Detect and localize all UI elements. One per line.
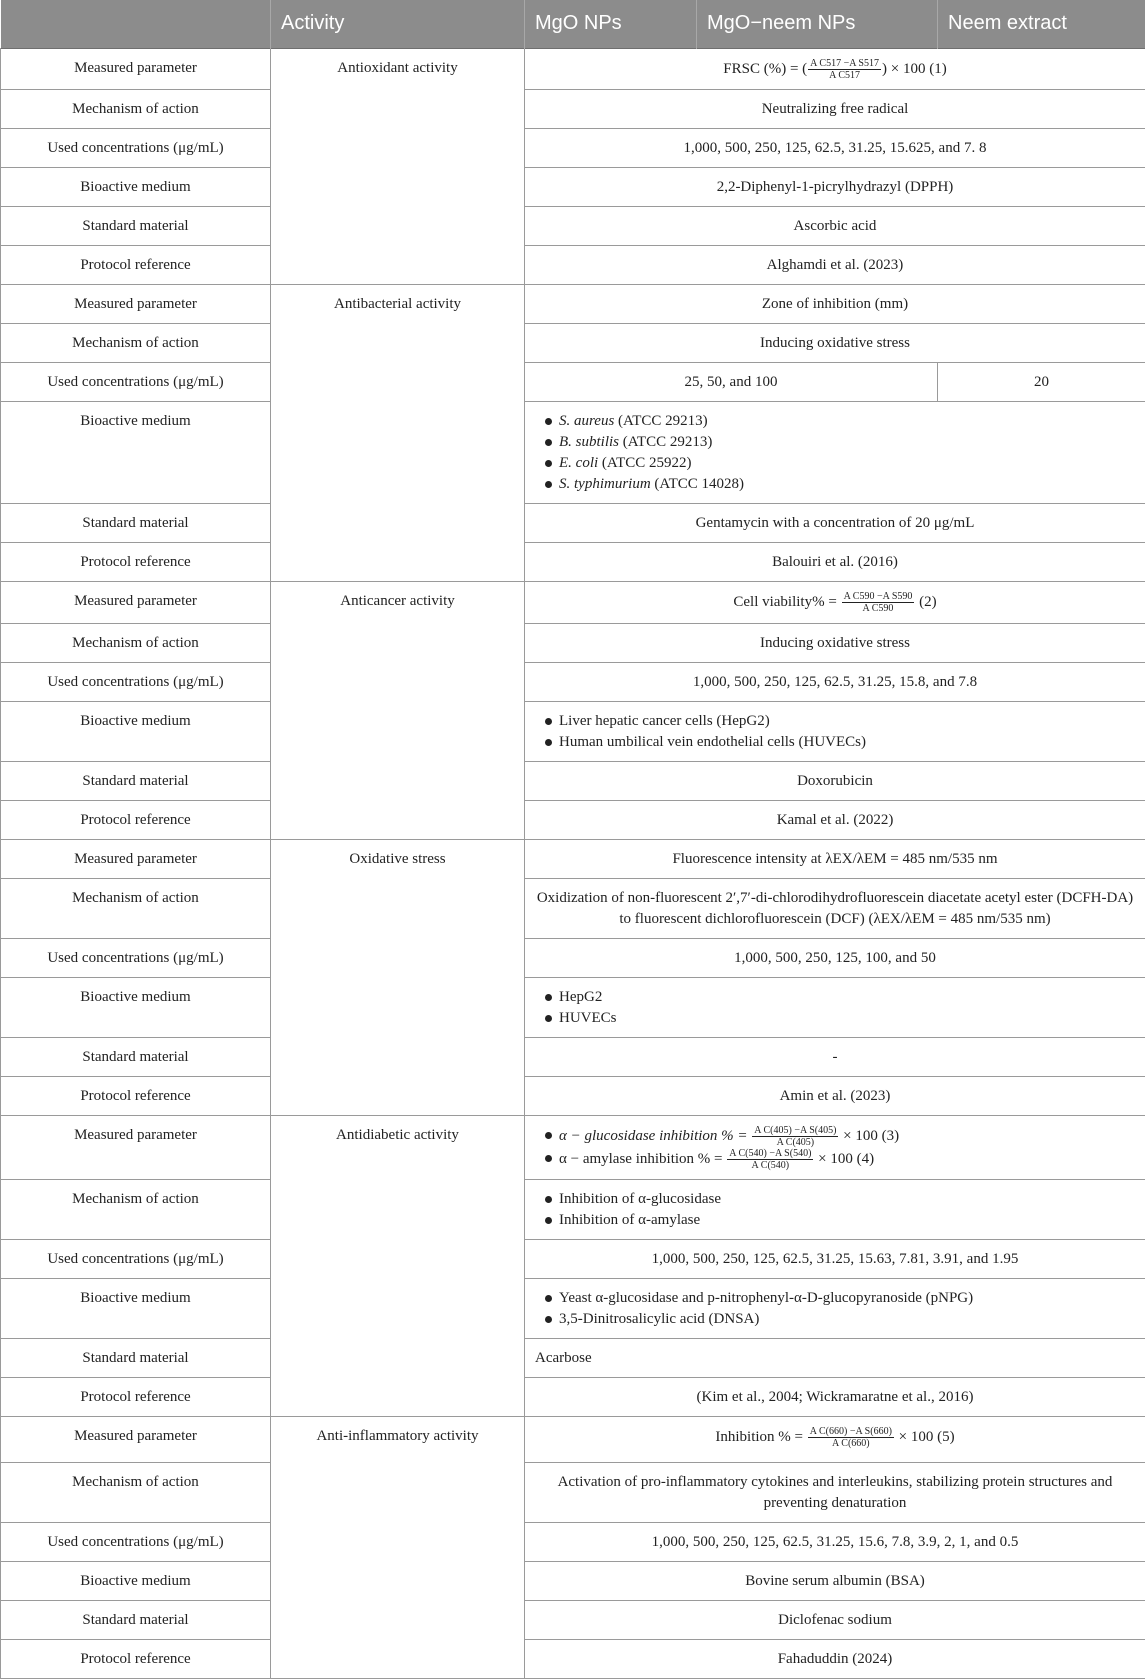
table-row	[1, 542, 1145, 581]
row-label: Used concentrations (μg/mL)	[1, 1239, 271, 1278]
standard-value: Diclofenac sodium	[525, 1600, 1145, 1639]
row-label: Protocol reference	[1, 800, 271, 839]
row-label: Bioactive medium	[1, 701, 271, 761]
row-label: Protocol reference	[1, 1639, 271, 1678]
header-mgo-nps: MgO NPs	[525, 0, 697, 48]
medium-value: Bovine serum albumin (BSA)	[525, 1561, 1145, 1600]
row-label: Standard material	[1, 503, 271, 542]
table-row	[1, 1076, 1145, 1115]
formula-fraction: $\frac{\text{A C(540) −A S(540)}}{\text{A C(540)}}$	[727, 1148, 813, 1171]
table-row	[1, 128, 1145, 167]
table-row	[1, 761, 1145, 800]
table-row	[1, 1600, 1145, 1639]
table-row	[1, 89, 1145, 128]
table-row	[1, 662, 1145, 701]
row-label: Protocol reference	[1, 1076, 271, 1115]
row-label: Bioactive medium	[1, 401, 271, 503]
row-label: Bioactive medium	[1, 1278, 271, 1338]
activity-name: Oxidative stress	[271, 839, 525, 1115]
row-label: Measured parameter	[1, 1416, 271, 1462]
cell-line-list	[535, 987, 1135, 1029]
measured-parameter-value: Inhibition % = $\frac{\text{A C(660) −A S(660)}}{\text{A C(660)}}$ × 100 (5)	[525, 1416, 1145, 1462]
table-row	[1, 1338, 1145, 1377]
table-row	[1, 323, 1145, 362]
concentrations-value: 1,000, 500, 250, 125, 62.5, 31.25, 15.625, and 7. 8	[525, 128, 1145, 167]
table-row	[1, 1239, 1145, 1278]
formula-fraction: $\frac{\text{A C590 −A S590}}{\text{A C590}}$	[842, 591, 915, 614]
medium-value	[525, 1278, 1145, 1338]
row-label: Standard material	[1, 1037, 271, 1076]
row-label: Used concentrations (μg/mL)	[1, 938, 271, 977]
medium-list	[535, 1288, 1135, 1330]
table-row	[1, 362, 1145, 401]
protocol-value: Balouiri et al. (2016)	[525, 542, 1145, 581]
row-label: Standard material	[1, 1600, 271, 1639]
table-row	[1, 1639, 1145, 1678]
mechanism-value: Activation of pro-inflammatory cytokines and interleukins, stabilizing protein structures and preventing denaturation	[525, 1462, 1145, 1522]
row-label: Bioactive medium	[1, 977, 271, 1037]
table-row	[1, 623, 1145, 662]
list-item: 3,5-Dinitrosalicylic acid (DNSA)	[535, 1309, 1135, 1330]
row-label: Protocol reference	[1, 1377, 271, 1416]
medium-value: 2,2-Diphenyl-1-picrylhydrazyl (DPPH)	[525, 167, 1145, 206]
table-row	[1, 800, 1145, 839]
table-row	[1, 167, 1145, 206]
activity-name: Antidiabetic activity	[271, 1115, 525, 1416]
table-row	[1, 284, 1145, 323]
activity-name: Anti-inflammatory activity	[271, 1416, 525, 1678]
cell-line-list	[535, 711, 1135, 753]
row-label: Protocol reference	[1, 245, 271, 284]
row-label: Protocol reference	[1, 542, 271, 581]
list-item: HUVECs	[535, 1008, 1135, 1029]
row-label: Mechanism of action	[1, 623, 271, 662]
measured-parameter-value	[525, 1115, 1145, 1179]
measured-parameter-value: FRSC (%) = ( $\frac{\text{A C517 −A S517}}{\text{A C517}}$ ) × 100 (1)	[525, 48, 1145, 89]
table-row	[1, 1522, 1145, 1561]
table-row	[1, 1037, 1145, 1076]
row-label: Used concentrations (μg/mL)	[1, 1522, 271, 1561]
concentrations-nps-value: 25, 50, and 100	[525, 362, 938, 401]
table-row	[1, 701, 1145, 761]
list-item: S. typhimurium (ATCC 14028)	[535, 474, 1135, 495]
table-row	[1, 1115, 1145, 1179]
table-row	[1, 1278, 1145, 1338]
row-label: Mechanism of action	[1, 89, 271, 128]
mechanism-value: Oxidization of non-fluorescent 2′,7′-di-chlorodihydrofluorescein diacetate acetyl ester (DCFH-DA) to fluorescent dichlorofluorescein (DCF) (λEX/λEM = 485 nm/535 nm)	[525, 878, 1145, 938]
standard-value: Gentamycin with a concentration of 20 μg/mL	[525, 503, 1145, 542]
row-label: Measured parameter	[1, 839, 271, 878]
mechanism-value	[525, 1179, 1145, 1239]
row-label: Standard material	[1, 761, 271, 800]
concentrations-value: 1,000, 500, 250, 125, 62.5, 31.25, 15.8, and 7.8	[525, 662, 1145, 701]
activity-name: Antibacterial activity	[271, 284, 525, 581]
row-label: Measured parameter	[1, 284, 271, 323]
list-item: Yeast α-glucosidase and p-nitrophenyl-α-D-glucopyranoside (pNPG)	[535, 1288, 1135, 1309]
table-row	[1, 878, 1145, 938]
standard-value: -	[525, 1037, 1145, 1076]
list-item: B. subtilis (ATCC 29213)	[535, 432, 1135, 453]
formula-fraction: $\frac{\text{A C517 −A S517}}{\text{A C517}}$	[808, 58, 881, 81]
activity-name: Antioxidant activity	[271, 48, 525, 284]
table-row	[1, 206, 1145, 245]
protocol-value: Alghamdi et al. (2023)	[525, 245, 1145, 284]
list-item: α − amylase inhibition % = $\frac{\text{A C(540) −A S(540)}}{\text{A C(540)}}$ × 100 (4)	[535, 1148, 1135, 1171]
header-activity: Activity	[271, 0, 525, 48]
list-item: α − glucosidase inhibition % = $\frac{\text{A C(405) −A S(405)}}{\text{A C(405)}}$ × 100 (3)	[535, 1125, 1135, 1148]
activity-name: Anticancer activity	[271, 581, 525, 839]
bacteria-list	[535, 411, 1135, 495]
list-item: Inhibition of α-glucosidase	[535, 1189, 1135, 1210]
row-label: Measured parameter	[1, 48, 271, 89]
list-item: HepG2	[535, 987, 1135, 1008]
protocol-value: (Kim et al., 2004; Wickramaratne et al., 2016)	[525, 1377, 1145, 1416]
standard-value: Doxorubicin	[525, 761, 1145, 800]
row-label: Bioactive medium	[1, 1561, 271, 1600]
mechanism-value: Inducing oxidative stress	[525, 323, 1145, 362]
row-label: Mechanism of action	[1, 1462, 271, 1522]
medium-value	[525, 401, 1145, 503]
table-row	[1, 503, 1145, 542]
table-row	[1, 48, 1145, 89]
formula-fraction: $\frac{\text{A C(660) −A S(660)}}{\text{A C(660)}}$	[808, 1426, 894, 1449]
row-label: Measured parameter	[1, 581, 271, 623]
mechanism-value: Inducing oxidative stress	[525, 623, 1145, 662]
row-label: Mechanism of action	[1, 1179, 271, 1239]
list-item: Liver hepatic cancer cells (HepG2)	[535, 711, 1135, 732]
list-item: Inhibition of α-amylase	[535, 1210, 1135, 1231]
medium-value	[525, 701, 1145, 761]
table-header-row	[1, 0, 1145, 48]
measured-parameter-value: Cell viability% = $\frac{\text{A C590 −A S590}}{\text{A C590}}$ (2)	[525, 581, 1145, 623]
header-mgo-neem-nps: MgO−neem NPs	[697, 0, 938, 48]
concentrations-extract-value: 20	[938, 362, 1145, 401]
row-label: Used concentrations (μg/mL)	[1, 362, 271, 401]
standard-value: Ascorbic acid	[525, 206, 1145, 245]
table-row	[1, 938, 1145, 977]
concentrations-value: 1,000, 500, 250, 125, 62.5, 31.25, 15.6, 7.8, 3.9, 2, 1, and 0.5	[525, 1522, 1145, 1561]
row-label: Mechanism of action	[1, 878, 271, 938]
table-row	[1, 1179, 1145, 1239]
formula-fraction: $\frac{\text{A C(405) −A S(405)}}{\text{A C(405)}}$	[752, 1125, 838, 1148]
table-row	[1, 245, 1145, 284]
list-item: E. coli (ATCC 25922)	[535, 453, 1135, 474]
table-row	[1, 401, 1145, 503]
list-item: S. aureus (ATCC 29213)	[535, 411, 1135, 432]
row-label: Mechanism of action	[1, 323, 271, 362]
mechanism-list	[535, 1189, 1135, 1231]
row-label: Standard material	[1, 1338, 271, 1377]
table-row	[1, 977, 1145, 1037]
table-row	[1, 581, 1145, 623]
concentrations-value: 1,000, 500, 250, 125, 100, and 50	[525, 938, 1145, 977]
table-row	[1, 839, 1145, 878]
table-row	[1, 1377, 1145, 1416]
protocol-value: Fahaduddin (2024)	[525, 1639, 1145, 1678]
header-neem-extract: Neem extract	[938, 0, 1145, 48]
table-row	[1, 1561, 1145, 1600]
row-label: Standard material	[1, 206, 271, 245]
table-row	[1, 1416, 1145, 1462]
row-label: Used concentrations (μg/mL)	[1, 662, 271, 701]
protocol-value: Kamal et al. (2022)	[525, 800, 1145, 839]
mechanism-value: Neutralizing free radical	[525, 89, 1145, 128]
row-label: Used concentrations (μg/mL)	[1, 128, 271, 167]
concentrations-value: 1,000, 500, 250, 125, 62.5, 31.25, 15.63, 7.81, 3.91, and 1.95	[525, 1239, 1145, 1278]
protocol-value: Amin et al. (2023)	[525, 1076, 1145, 1115]
standard-value: Acarbose	[525, 1338, 1145, 1377]
row-label: Bioactive medium	[1, 167, 271, 206]
formula-list	[535, 1125, 1135, 1171]
list-item: Human umbilical vein endothelial cells (HUVECs)	[535, 732, 1135, 753]
table-row	[1, 1462, 1145, 1522]
medium-value	[525, 977, 1145, 1037]
measured-parameter-value: Fluorescence intensity at λEX/λEM = 485 nm/535 nm	[525, 839, 1145, 878]
row-label: Measured parameter	[1, 1115, 271, 1179]
measured-parameter-value: Zone of inhibition (mm)	[525, 284, 1145, 323]
header-blank	[1, 0, 271, 48]
